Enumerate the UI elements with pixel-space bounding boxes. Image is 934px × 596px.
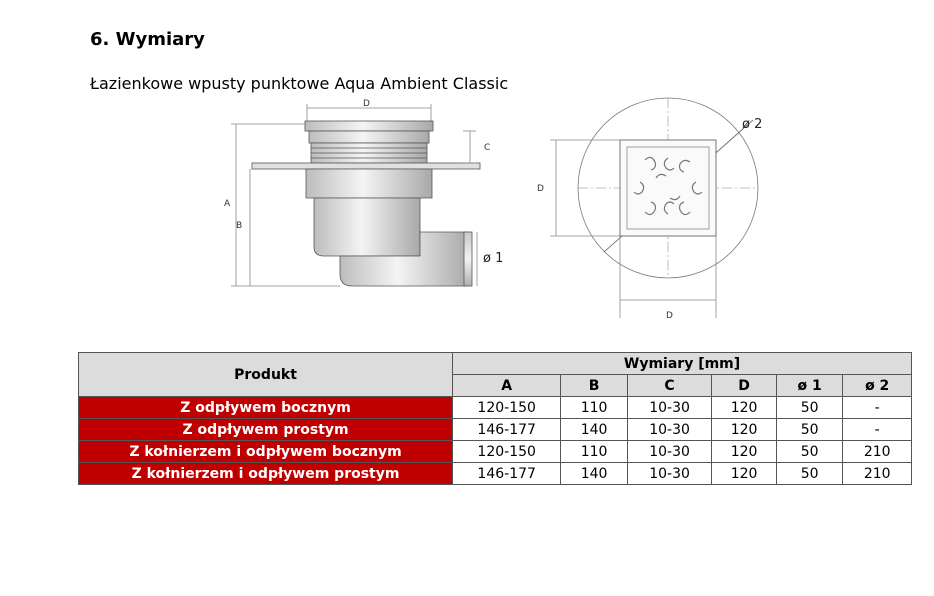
column-header-b: B xyxy=(561,375,628,397)
dim-label-d-side: D xyxy=(363,99,370,109)
dim-label-b: B xyxy=(236,221,243,231)
cell-phi1: 50 xyxy=(776,419,843,441)
dim-label-d-top-bottom: D xyxy=(666,311,673,321)
dimensions-group-header: Wymiary [mm] xyxy=(453,353,912,375)
table-row xyxy=(79,463,912,485)
cell-c: 10-30 xyxy=(627,419,711,441)
product-name: Z odpływem bocznym xyxy=(79,397,453,419)
cell-b: 110 xyxy=(561,441,628,463)
product-name: Z kołnierzem i odpływem prostym xyxy=(79,463,453,485)
cell-b: 110 xyxy=(561,397,628,419)
cell-a: 120-150 xyxy=(453,397,561,419)
cell-d: 120 xyxy=(712,419,777,441)
product-name: Z odpływem prostym xyxy=(79,419,453,441)
cell-phi1: 50 xyxy=(776,397,843,419)
cell-phi2: - xyxy=(843,397,912,419)
dim-label-d-top-left: D xyxy=(537,184,544,194)
product-header: Produkt xyxy=(79,353,453,397)
cell-phi2: - xyxy=(843,419,912,441)
top-view xyxy=(550,98,758,318)
cell-c: 10-30 xyxy=(627,397,711,419)
table-row xyxy=(79,419,912,441)
cell-phi1: 50 xyxy=(776,441,843,463)
product-name: Z kołnierzem i odpływem bocznym xyxy=(79,441,453,463)
dim-label-a: A xyxy=(224,199,231,209)
column-header-d: D xyxy=(712,375,777,397)
column-header-phi2: ø 2 xyxy=(843,375,912,397)
cell-c: 10-30 xyxy=(627,463,711,485)
cell-a: 120-150 xyxy=(453,441,561,463)
dim-label-phi1: ø 1 xyxy=(483,251,504,266)
cell-b: 140 xyxy=(561,419,628,441)
cell-a: 146-177 xyxy=(453,419,561,441)
column-header-c: C xyxy=(627,375,711,397)
column-header-a: A xyxy=(453,375,561,397)
column-header-phi1: ø 1 xyxy=(776,375,843,397)
dim-label-phi2: ø 2 xyxy=(742,117,763,132)
table-row xyxy=(79,441,912,463)
section-title: 6. Wymiary xyxy=(90,29,205,50)
dim-label-c: C xyxy=(484,143,491,153)
cell-phi2: 210 xyxy=(843,463,912,485)
table-row xyxy=(79,397,912,419)
cell-c: 10-30 xyxy=(627,441,711,463)
cell-d: 120 xyxy=(712,397,777,419)
cell-a: 146-177 xyxy=(453,463,561,485)
cell-d: 120 xyxy=(712,463,777,485)
cell-d: 120 xyxy=(712,441,777,463)
side-view xyxy=(231,104,480,286)
cell-b: 140 xyxy=(561,463,628,485)
dimensions-table xyxy=(78,352,912,485)
table-header-row xyxy=(79,353,912,375)
cell-phi2: 210 xyxy=(843,441,912,463)
subtitle: Łazienkowe wpusty punktowe Aqua Ambient Classic xyxy=(90,74,509,93)
cell-phi1: 50 xyxy=(776,463,843,485)
